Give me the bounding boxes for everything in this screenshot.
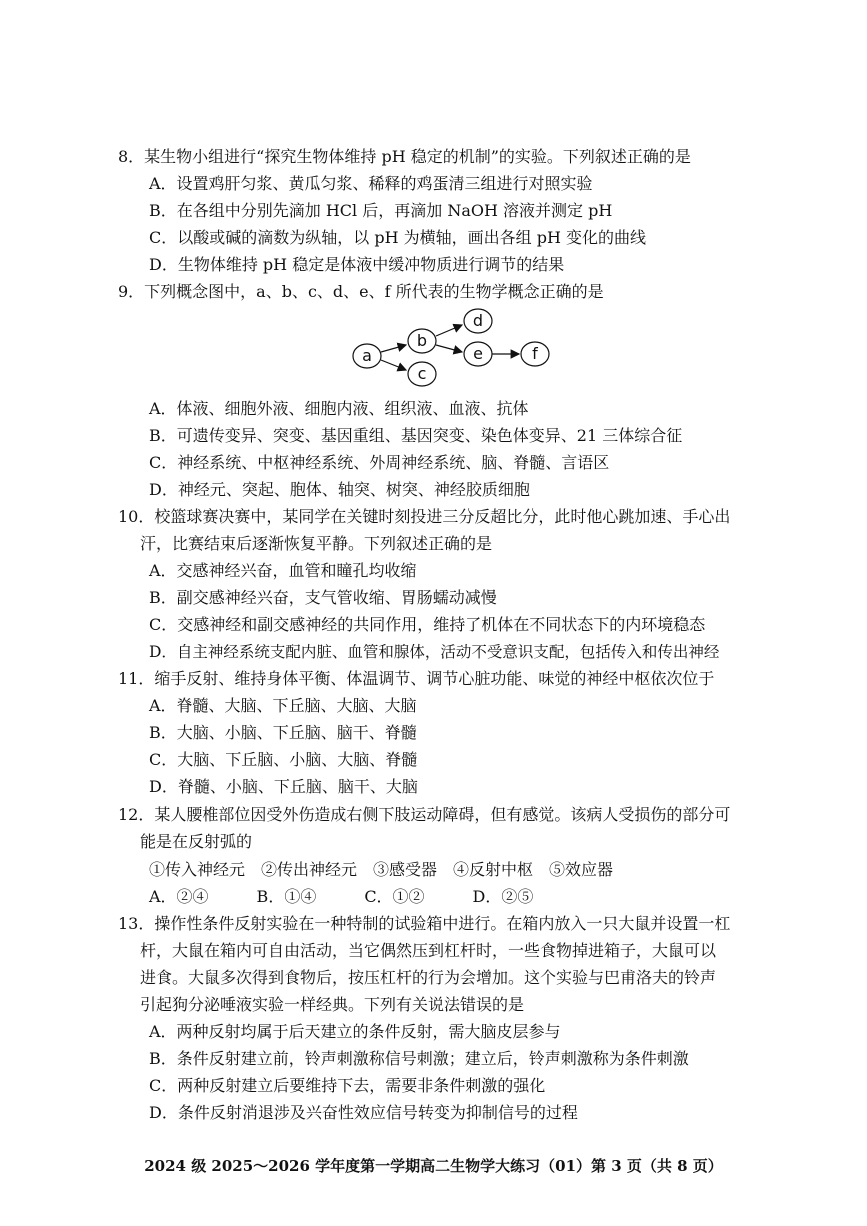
question-10-option-b: B．副交感神经兴奋，支气管收缩、胃肠蠕动减慢 bbox=[149, 588, 497, 607]
question-10-option-d: D．自主神经系统支配内脏、血管和腺体，活动不受意识支配，包括传入和传出神经 bbox=[149, 643, 720, 661]
question-11-stem: 11．缩手反射、维持身体平衡、体温调节、调节心脏功能、味觉的神经中枢依次位于 bbox=[118, 669, 715, 688]
question-11-option-d: D．脊髓、小脑、下丘脑、脑干、大脑 bbox=[149, 777, 418, 796]
arrow-b-e bbox=[436, 345, 462, 352]
question-9-option-d: D．神经元、突起、胞体、轴突、树突、神经胶质细胞 bbox=[149, 480, 530, 499]
question-9-option-c: C．神经系统、中枢神经系统、外周神经系统、脑、脊髓、言语区 bbox=[149, 453, 610, 472]
question-12-options: A．②④ B．①④ C．①② D．②⑤ bbox=[149, 887, 534, 906]
question-13-stem-line1: 13．操作性条件反射实验在一种特制的试验箱中进行。在箱内放入一只大鼠并设置一杠 bbox=[118, 914, 731, 933]
arrow-a-c bbox=[381, 360, 406, 370]
question-8-option-a: A．设置鸡肝匀浆、黄瓜匀浆、稀释的鸡蛋清三组进行对照实验 bbox=[149, 174, 593, 193]
question-10-stem-line2: 汗，比赛结束后逐渐恢复平静。下列叙述正确的是 bbox=[140, 534, 493, 553]
concept-diagram bbox=[340, 305, 560, 393]
question-12-stem-line2: 能是在反射弧的 bbox=[140, 832, 253, 851]
node-b-label: b bbox=[416, 331, 428, 350]
question-13-stem-line2: 杆，大鼠在箱内可自由活动，当它偶然压到杠杆时，一些食物掉进箱子，大鼠可以 bbox=[140, 941, 717, 960]
arrow-b-d bbox=[436, 325, 462, 336]
question-13-option-d: D．条件反射消退涉及兴奋性效应信号转变为抑制信号的过程 bbox=[149, 1103, 578, 1122]
node-d-label: d bbox=[472, 311, 484, 330]
node-a-label: a bbox=[362, 346, 372, 365]
node-e-label: e bbox=[473, 344, 483, 363]
question-8-option-d: D．生物体维持 pH 稳定是体液中缓冲物质进行调节的结果 bbox=[149, 255, 565, 274]
question-11-option-a: A．脊髓、大脑、下丘脑、大脑、大脑 bbox=[149, 696, 417, 715]
question-12-stem-line1: 12．某人腰椎部位因受外伤造成右侧下肢运动障碍，但有感觉。该病人受损伤的部分可 bbox=[118, 805, 731, 824]
node-f-label: f bbox=[532, 344, 538, 363]
question-12-items: ①传入神经元 ②传出神经元 ③感受器 ④反射中枢 ⑤效应器 bbox=[149, 860, 614, 879]
question-10-option-a: A．交感神经兴奋，血管和瞳孔均收缩 bbox=[149, 561, 417, 580]
question-10-stem-line1: 10．校篮球赛决赛中，某同学在关键时刻投进三分反超比分，此时他心跳加速、手心出 bbox=[118, 507, 731, 526]
question-13-option-c: C．两种反射建立后要维持下去，需要非条件刺激的强化 bbox=[149, 1076, 546, 1095]
question-13-option-a: A．两种反射均属于后天建立的条件反射，需大脑皮层参与 bbox=[149, 1022, 561, 1041]
page-footer: 2024 级 2025～2026 学年度第一学期高二生物学大练习（01）第 3 页（共 8 页） bbox=[144, 1157, 723, 1175]
question-11-option-c: C．大脑、下丘脑、小脑、大脑、脊髓 bbox=[149, 750, 418, 769]
question-9-option-a: A．体液、细胞外液、细胞内液、组织液、血液、抗体 bbox=[149, 399, 529, 418]
arrow-a-b bbox=[381, 345, 406, 352]
node-c-label: c bbox=[417, 364, 427, 383]
question-10-option-c: C．交感神经和副交感神经的共同作用，维持了机体在不同状态下的内环境稳态 bbox=[149, 615, 706, 634]
question-8-stem: 8．某生物小组进行“探究生物体维持 pH 稳定的机制”的实验。下列叙述正确的是 bbox=[118, 147, 691, 166]
question-8-option-c: C．以酸或碱的滴数为纵轴，以 pH 为横轴，画出各组 pH 变化的曲线 bbox=[149, 228, 646, 247]
question-13-stem-line4: 引起狗分泌唾液实验一样经典。下列有关说法错误的是 bbox=[140, 995, 525, 1014]
question-13-stem-line3: 进食。大鼠多次得到食物后，按压杠杆的行为会增加。这个实验与巴甫洛夫的铃声 bbox=[140, 968, 717, 987]
question-8-option-b: B．在各组中分别先滴加 HCl 后，再滴加 NaOH 溶液并测定 pH bbox=[149, 201, 613, 220]
question-9-stem: 9．下列概念图中，a、b、c、d、e、f 所代表的生物学概念正确的是 bbox=[118, 282, 604, 301]
question-9-option-b: B．可遗传变异、突变、基因重组、基因突变、染色体变异、21 三体综合征 bbox=[149, 426, 683, 445]
question-13-option-b: B．条件反射建立前，铃声刺激称信号刺激；建立后，铃声刺激称为条件刺激 bbox=[149, 1049, 689, 1068]
question-11-option-b: B．大脑、小脑、下丘脑、脑干、脊髓 bbox=[149, 723, 417, 742]
